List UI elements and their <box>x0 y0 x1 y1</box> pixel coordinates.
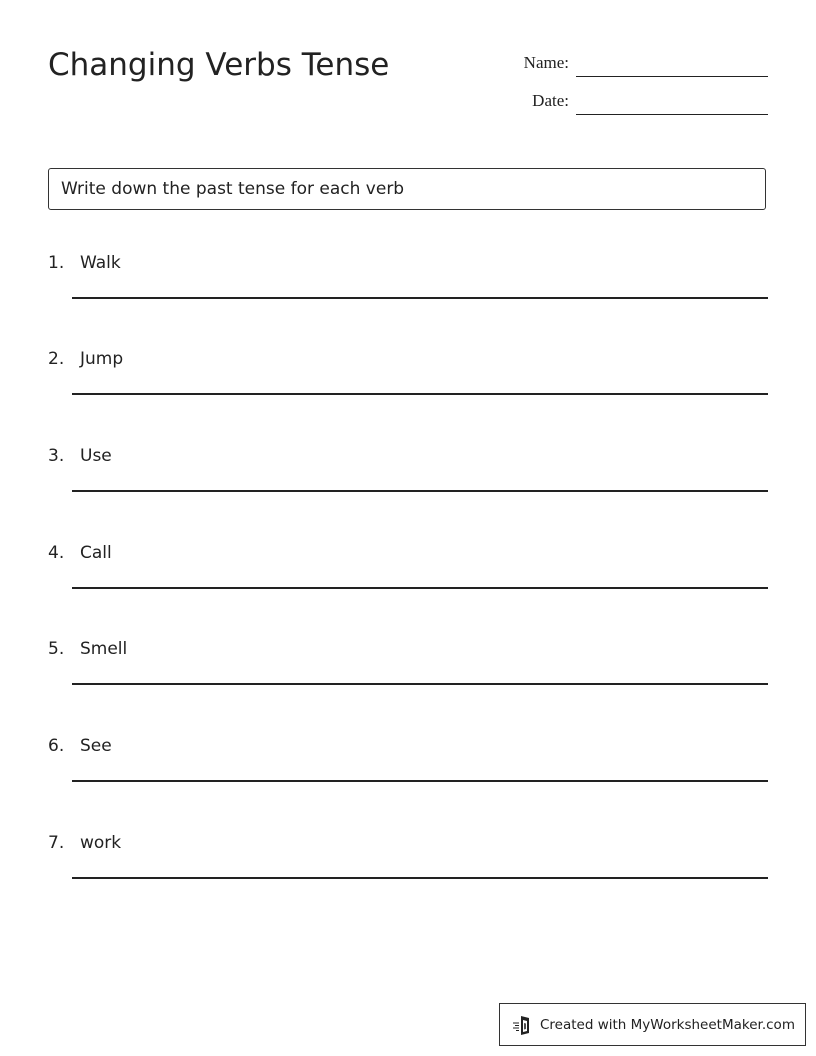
date-line[interactable] <box>576 114 768 115</box>
question-number: 5. <box>48 639 65 659</box>
answer-line[interactable] <box>72 393 768 395</box>
myworksheetmaker-logo-icon <box>512 1014 534 1036</box>
question-number: 7. <box>48 833 65 853</box>
question-verb: Jump <box>80 349 124 369</box>
question-verb: Walk <box>80 253 121 273</box>
name-label: Name: <box>523 53 569 72</box>
instructions-text: Write down the past tense for each verb <box>61 179 405 199</box>
answer-line[interactable] <box>72 587 768 589</box>
question-number: 6. <box>48 736 65 756</box>
footer-text: Created with MyWorksheetMaker.com <box>540 1016 795 1033</box>
answer-line[interactable] <box>72 683 768 685</box>
footer-badge[interactable] <box>499 1003 806 1046</box>
question-verb: Use <box>80 446 112 466</box>
name-line[interactable] <box>576 76 768 77</box>
question-number: 4. <box>48 543 65 563</box>
question-number: 3. <box>48 446 65 466</box>
answer-line[interactable] <box>72 490 768 492</box>
question-verb: Smell <box>80 639 128 659</box>
answer-line[interactable] <box>72 780 768 782</box>
instructions-box <box>48 168 766 210</box>
question-verb: Call <box>80 543 112 563</box>
question-verb: See <box>80 736 112 756</box>
question-number: 2. <box>48 349 65 369</box>
answer-line[interactable] <box>72 297 768 299</box>
worksheet-title: Changing Verbs Tense <box>48 47 390 83</box>
date-label: Date: <box>532 91 569 110</box>
answer-line[interactable] <box>72 877 768 879</box>
question-number: 1. <box>48 253 65 273</box>
question-verb: work <box>80 833 122 853</box>
